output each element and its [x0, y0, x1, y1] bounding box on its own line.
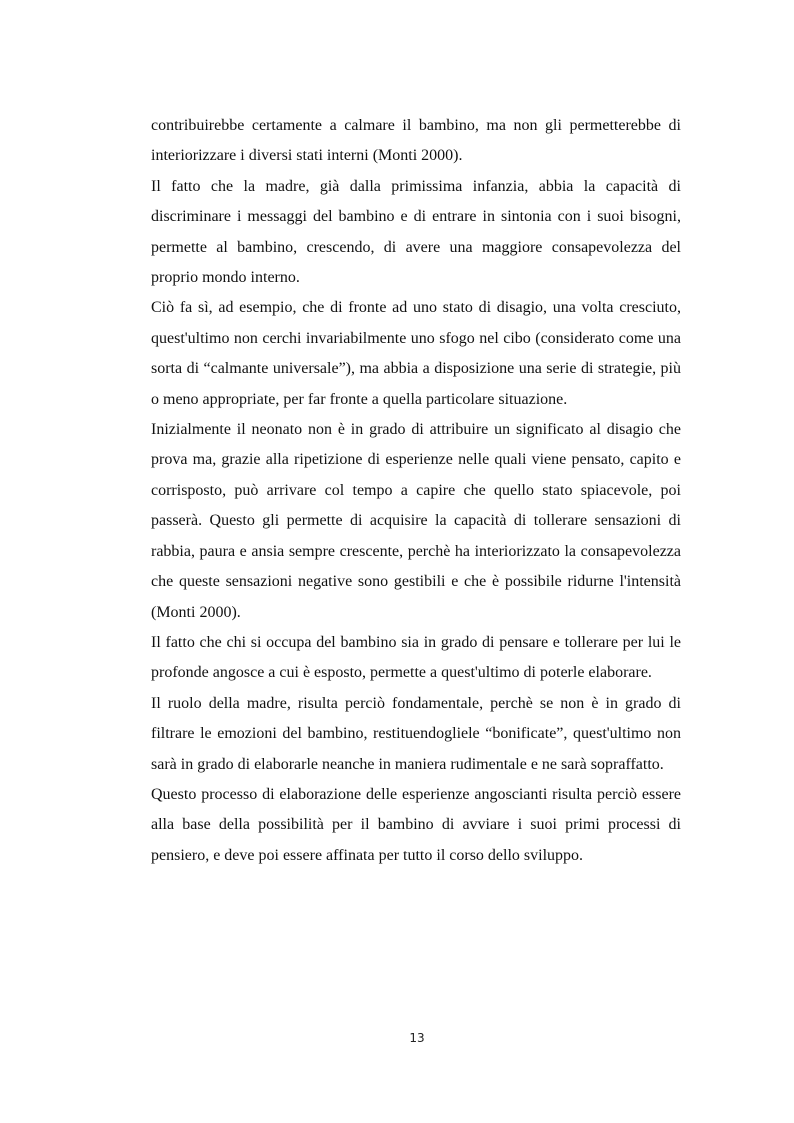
paragraph-4: Inizialmente il neonato non è in grado di attribuire un significato al disagio che prova ma, grazie alla ripetizione di esperienze nelle quali viene pensato, capito e corrisposto, può arrivare col tempo a capire che quello stato spiacevole, poi passerà. Questo gli permette di acquisire la capacità di tollerare sensazioni di rabbia, paura e ansia sempre crescente, perchè ha interiorizzato la consapevolezza che queste sensazioni negative sono gestibili e che è possibile ridurne l'intensità (Monti 2000). [151, 421, 681, 621]
page-number: 13 [409, 1031, 425, 1045]
paragraph-1: contribuirebbe certamente a calmare il bambino, ma non gli permetterebbe di interiorizzare i diversi stati interni (Monti 2000). [151, 117, 681, 165]
body-text [151, 111, 681, 871]
paragraph-2: Il fatto che la madre, già dalla primissima infanzia, abbia la capacità di discriminare i messaggi del bambino e di entrare in sintonia con i suoi bisogni, permette al bambino, crescendo, di avere una maggiore consapevolezza del proprio mondo interno. [151, 177, 681, 287]
paragraph-6: Il ruolo della madre, risulta perciò fondamentale, perchè se non è in grado di filtrare le emozioni del bambino, restituendogliele “bonificate”, quest'ultimo non sarà in grado di elaborarle neanche in maniera rudimentale e ne sarà sopraffatto. [151, 694, 681, 773]
paragraph-5: Il fatto che chi si occupa del bambino sia in grado di pensare e tollerare per lui le profonde angosce a cui è esposto, permette a quest'ultimo di poterle elaborare. [151, 633, 681, 682]
paragraph-7: Questo processo di elaborazione delle esperienze angoscianti risulta perciò essere alla base della possibilità per il bambino di avviare i suoi primi processi di pensiero, e deve poi essere affinata per tutto il corso dello sviluppo. [151, 785, 681, 864]
paragraph-3: Ciò fa sì, ad esempio, che di fronte ad uno stato di disagio, una volta cresciuto, quest'ultimo non cerchi invariabilmente uno sfogo nel cibo (considerato come una sorta di “calmante universale”), ma abbia a disposizione una serie di strategie, più o meno appropriate, per far fronte a quella particolare situazione. [151, 299, 681, 408]
